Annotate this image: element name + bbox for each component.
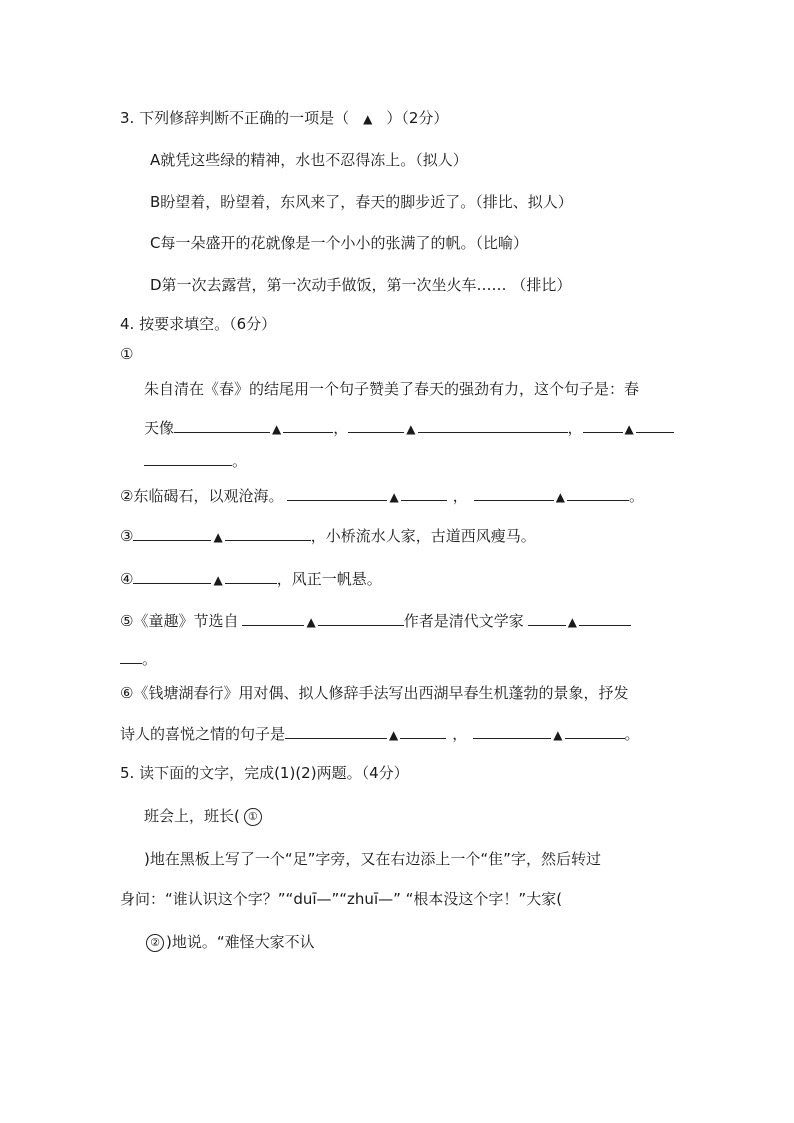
q4-item2-text: 东临碣石，以观沧海。 — [133, 487, 284, 505]
q4-item5 — [120, 610, 631, 632]
q4-item6-line2 — [120, 723, 640, 745]
answer-blank[interactable] — [287, 485, 387, 501]
q4-item3 — [120, 525, 536, 547]
answer-blank[interactable] — [567, 485, 629, 501]
q4-item1-blanks — [144, 417, 674, 439]
q5-passage-line4 — [146, 932, 315, 952]
answer-blank[interactable] — [579, 610, 631, 626]
q3-option-d: D第一次去露营，第一次动手做饭，第一次坐火车…… （排比） — [150, 276, 572, 294]
answer-blank[interactable] — [418, 417, 568, 433]
period: 。 — [232, 452, 248, 470]
answer-blank[interactable] — [120, 648, 142, 664]
q5-passage-text: )地说。“难怪大家不认 — [166, 933, 315, 951]
answer-marker-icon: ▲ — [389, 728, 399, 742]
q3-option-a: A就凭这些绿的精神，水也不忍得冻上。（拟人） — [150, 151, 468, 169]
q4-item1-lead: 天像 — [144, 419, 175, 437]
answer-blank[interactable] — [401, 485, 447, 501]
q3-option-b: B盼望着，盼望着，东风来了，春天的脚步近了。（排比、拟人） — [150, 193, 573, 211]
q5-passage-text: 班会上，班长( — [144, 807, 240, 825]
answer-blank[interactable] — [174, 417, 270, 433]
answer-blank[interactable] — [528, 610, 566, 626]
answer-blank[interactable] — [144, 450, 232, 466]
answer-marker-icon: ▲ — [624, 422, 634, 436]
comma: ， — [452, 487, 468, 505]
comma: ， — [567, 419, 583, 437]
answer-blank[interactable] — [318, 610, 404, 626]
item-number: ② — [120, 487, 134, 505]
answer-blank[interactable] — [225, 525, 311, 541]
q5-passage-line2: )地在黑板上写了一个“足”字旁，又在右边添上一个“隹”字，然后转过 — [144, 850, 601, 868]
answer-blank[interactable] — [285, 723, 387, 739]
q4-item2 — [120, 485, 644, 507]
answer-marker-icon: ▲ — [567, 615, 577, 629]
item-number: ③ — [120, 527, 134, 545]
answer-marker-icon: ▲ — [213, 573, 223, 587]
q3-option-c: C每一朵盛开的花就像是一个小小的张满了的帆。（比喻） — [150, 234, 528, 252]
answer-blank[interactable] — [583, 417, 623, 433]
answer-marker-icon: ▲ — [555, 490, 565, 504]
q4-item1-number: ① — [120, 345, 134, 363]
q3-stem-text: 3. 下列修辞判断不正确的一项是（ — [120, 109, 350, 127]
q4-item5-text-b: 作者是清代文学家 — [403, 612, 524, 630]
answer-blank[interactable] — [565, 723, 625, 739]
q4-item6-line1 — [120, 683, 628, 703]
item-number: ⑥ — [120, 684, 134, 702]
q4-item1-text: 朱自清在《春》的结尾用一个句子赞美了春天的强劲有力，这个句子是：春 — [144, 380, 640, 398]
q4-item5-cont — [120, 648, 157, 669]
answer-blank[interactable] — [283, 417, 333, 433]
answer-blank[interactable] — [225, 568, 277, 584]
period: 。 — [624, 725, 640, 743]
answer-marker-icon: ▲ — [213, 530, 223, 544]
q5-passage-line3: 身问：“谁认识这个字？”“duī—”“zhuī—” “根本没这个字！”大家( — [120, 890, 563, 908]
answer-marker-icon: ▲ — [306, 615, 316, 629]
comma: ， — [452, 725, 468, 743]
q5-passage-line1 — [144, 806, 264, 826]
answer-blank[interactable] — [133, 525, 211, 541]
q4-item6-text-b: 诗人的喜悦之情的句子是 — [120, 725, 286, 743]
q5-stem: 5. 读下面的文字，完成(1)(2)两题。（4分） — [120, 764, 409, 782]
answer-blank[interactable] — [474, 485, 554, 501]
answer-blank[interactable] — [636, 417, 674, 433]
q4-item4-text: ，风正一帆悬。 — [276, 570, 382, 588]
answer-marker-icon: ▲ — [553, 728, 563, 742]
answer-blank[interactable] — [473, 723, 551, 739]
answer-blank[interactable] — [348, 417, 404, 433]
item-number: ⑤ — [120, 612, 134, 630]
q4-item3-text: ，小桥流水人家，古道西风瘦马。 — [310, 527, 536, 545]
answer-blank[interactable] — [242, 610, 304, 626]
period: 。 — [628, 487, 644, 505]
period: 。 — [142, 650, 158, 668]
q4-stem: 4. 按要求填空。（6分） — [120, 315, 277, 333]
q4-item6-text-a: 《钱塘湖春行》用对偶、拟人修辞手法写出西湖早春生机蓬勃的景象，抒发 — [133, 684, 629, 702]
q4-item5-text-a: 《童趣》节选自 — [133, 612, 239, 630]
answer-marker-icon: ▲ — [389, 490, 399, 504]
q3-score: ）（2分） — [386, 109, 449, 127]
item-number: ④ — [120, 570, 134, 588]
answer-blank[interactable] — [400, 723, 446, 739]
blank-number-badge: ② — [146, 934, 164, 952]
q4-item1-blank-cont — [144, 450, 247, 471]
q4-item4 — [120, 568, 382, 590]
comma: ， — [333, 419, 349, 437]
answer-marker-icon: ▲ — [406, 422, 416, 436]
answer-marker-icon: ▲ — [272, 422, 282, 436]
q3-stem — [120, 108, 448, 129]
blank-number-badge: ① — [244, 808, 262, 826]
answer-marker-icon: ▲ — [363, 112, 373, 126]
answer-blank[interactable] — [133, 568, 211, 584]
